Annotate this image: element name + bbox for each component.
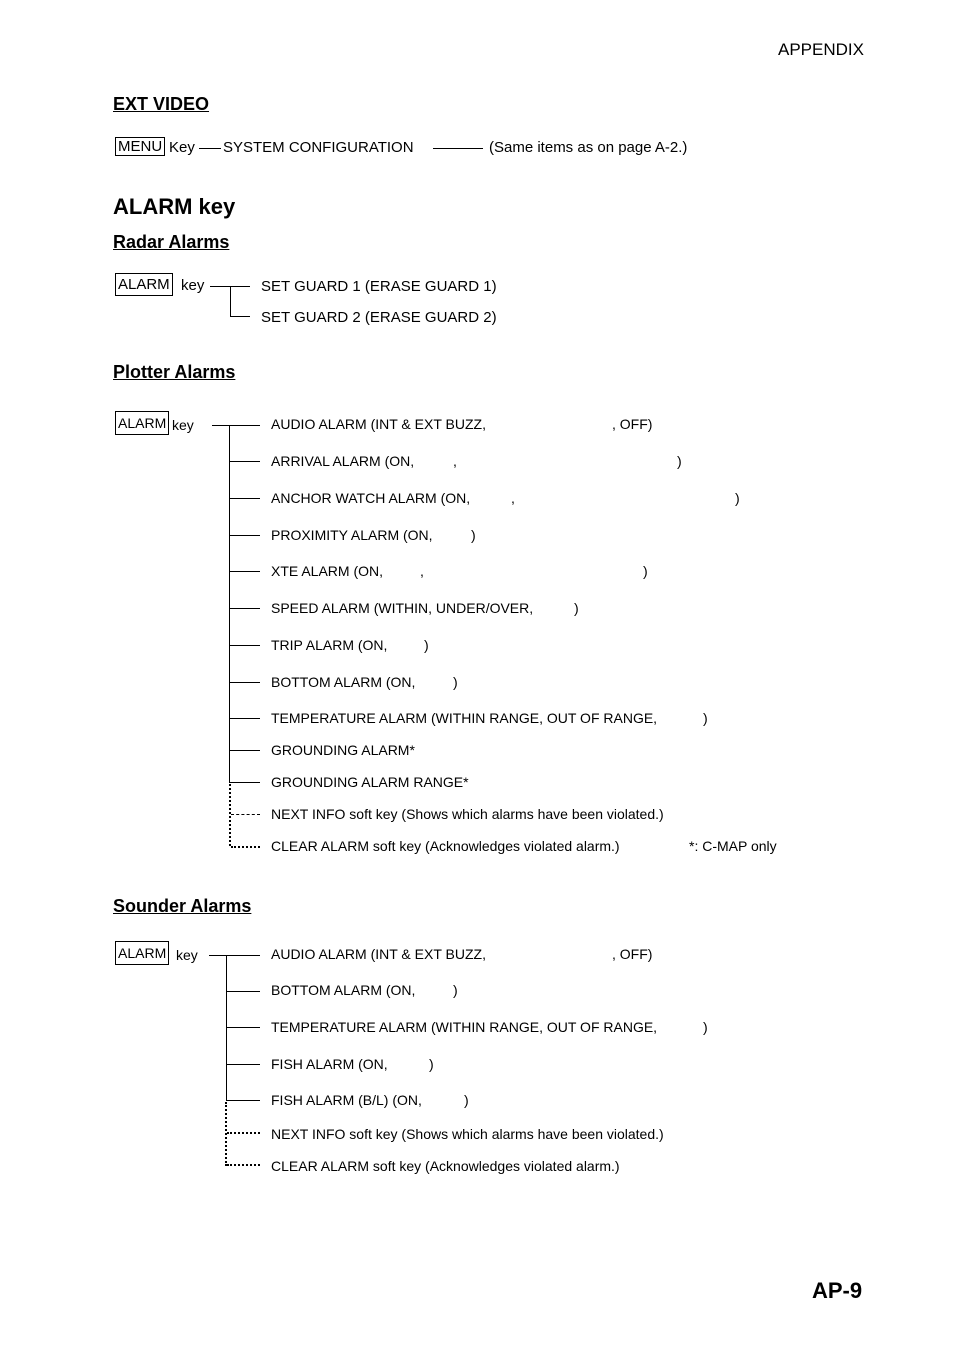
tree-branch: [226, 1064, 260, 1065]
plotter-item-tail: ): [424, 637, 429, 653]
plotter-item-tail: ): [677, 453, 682, 469]
tree-trunk: [229, 425, 230, 782]
plotter-item-tail: ): [703, 710, 708, 726]
dotted-trunk: [225, 1102, 227, 1166]
tree-branch: [226, 1027, 260, 1028]
plotter-item-tail: ): [735, 490, 740, 506]
running-header: APPENDIX: [778, 40, 864, 59]
tree-branch: [229, 718, 260, 719]
connector-line: [199, 148, 221, 149]
connector-line: [433, 148, 483, 149]
plotter-item: AUDIO ALARM (INT & EXT BUZZ,: [271, 416, 486, 432]
sounder-alarms-heading: Sounder Alarms: [113, 896, 252, 916]
plotter-softkey: CLEAR ALARM soft key (Acknowledges violated alarm.): [271, 838, 620, 854]
plotter-item: ANCHOR WATCH ALARM (ON,: [271, 490, 471, 506]
dotted-trunk: [229, 784, 231, 846]
plotter-item-tail: ): [471, 527, 476, 543]
page-number: AP-9: [812, 1278, 863, 1303]
tree-branch: [229, 571, 260, 572]
plotter-item-tail: ,: [420, 563, 424, 579]
sounder-item: TEMPERATURE ALARM (WITHIN RANGE, OUT OF RANGE,: [271, 1019, 658, 1035]
plotter-alarms-heading: Plotter Alarms: [113, 362, 236, 382]
tree-branch: [226, 1100, 260, 1101]
tree-branch: [229, 682, 260, 683]
tree-branch: [229, 461, 260, 462]
radar-alarm-key-box: ALARM: [115, 273, 173, 296]
ext-video-heading: EXT VIDEO: [113, 94, 210, 114]
menu-key-box: MENU: [115, 137, 165, 156]
plotter-item: SPEED ALARM (WITHIN, UNDER/OVER,: [271, 600, 534, 616]
plotter-item: ARRIVAL ALARM (ON,: [271, 453, 415, 469]
sounder-item: FISH ALARM (ON,: [271, 1056, 388, 1072]
sounder-item-tail: ): [453, 982, 458, 998]
sounder-softkey: CLEAR ALARM soft key (Acknowledges violated alarm.): [271, 1158, 620, 1174]
dashed-branch: [231, 814, 260, 815]
plotter-item: GROUNDING ALARM RANGE*: [271, 774, 469, 790]
tree-branch: [226, 991, 260, 992]
tree-trunk: [230, 286, 231, 316]
tree-branch: [229, 750, 260, 751]
tree-branch: [209, 955, 260, 956]
plotter-alarm-key-word: key: [172, 417, 194, 433]
radar-item: SET GUARD 2 (ERASE GUARD 2): [261, 309, 497, 326]
plotter-item-tail: ): [574, 600, 579, 616]
sounder-alarm-key-box: ALARM: [115, 941, 169, 965]
sounder-item: BOTTOM ALARM (ON,: [271, 982, 416, 998]
plotter-alarm-key-box: ALARM: [115, 411, 169, 435]
plotter-item-tail: ): [453, 674, 458, 690]
sounder-item-tail: ): [703, 1019, 708, 1035]
plotter-item-tail: ,: [511, 490, 515, 506]
tree-branch: [229, 535, 260, 536]
tree-branch: [212, 425, 260, 426]
plotter-item: TEMPERATURE ALARM (WITHIN RANGE, OUT OF RANGE,: [271, 710, 658, 726]
dotted-branch: [227, 1132, 260, 1134]
system-configuration-label: SYSTEM CONFIGURATION: [223, 139, 414, 156]
plotter-softkey: NEXT INFO soft key (Shows which alarms have been violated.): [271, 806, 664, 822]
sounder-item: AUDIO ALARM (INT & EXT BUZZ,: [271, 946, 486, 962]
radar-item: SET GUARD 1 (ERASE GUARD 1): [261, 278, 497, 295]
sounder-item-tail: ): [464, 1092, 469, 1108]
tree-branch: [229, 608, 260, 609]
plotter-item-tail: ,: [453, 453, 457, 469]
plotter-item-tail: , OFF): [612, 416, 653, 432]
dotted-branch: [227, 1164, 260, 1166]
plotter-item: GROUNDING ALARM*: [271, 742, 415, 758]
dotted-branch: [231, 846, 260, 848]
plotter-item: BOTTOM ALARM (ON,: [271, 674, 416, 690]
sounder-item-tail: ): [429, 1056, 434, 1072]
sounder-item-tail: , OFF): [612, 946, 653, 962]
tree-branch: [229, 782, 260, 783]
alarm-key-heading: ALARM key: [113, 194, 236, 219]
plotter-item-tail: ): [643, 563, 648, 579]
tree-branch: [229, 498, 260, 499]
same-items-note: (Same items as on page A-2.): [489, 139, 688, 156]
menu-key-word: Key: [169, 139, 195, 156]
cmap-footnote: *: C-MAP only: [689, 838, 777, 854]
radar-alarms-heading: Radar Alarms: [113, 232, 230, 252]
sounder-alarm-key-word: key: [176, 947, 198, 963]
plotter-item: TRIP ALARM (ON,: [271, 637, 388, 653]
sounder-softkey: NEXT INFO soft key (Shows which alarms have been violated.): [271, 1126, 664, 1142]
plotter-item: PROXIMITY ALARM (ON,: [271, 527, 433, 543]
radar-alarm-key-word: key: [181, 277, 205, 294]
tree-branch: [229, 645, 260, 646]
plotter-item: XTE ALARM (ON,: [271, 563, 384, 579]
sounder-item: FISH ALARM (B/L) (ON,: [271, 1092, 422, 1108]
tree-branch: [230, 316, 250, 317]
